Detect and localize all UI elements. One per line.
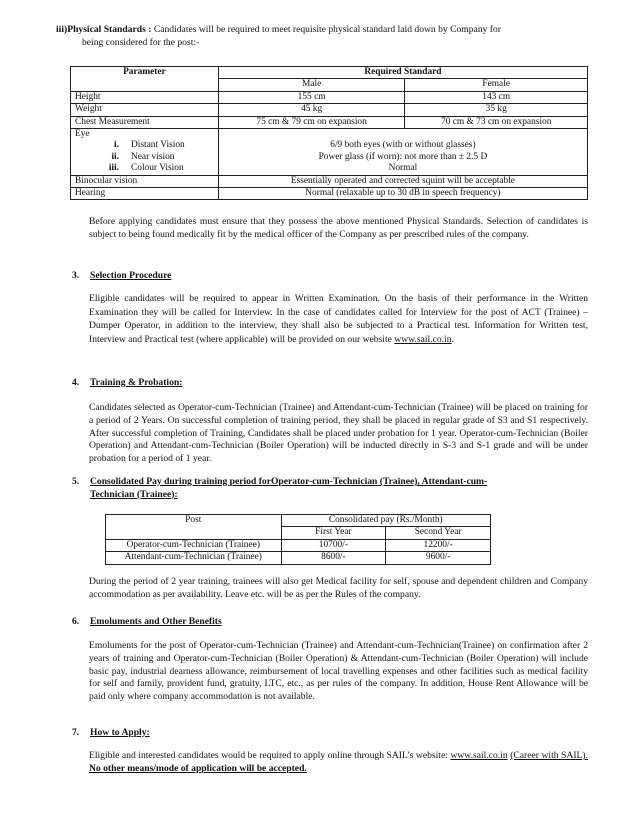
param-cell: Chest Measurement xyxy=(71,116,219,128)
header-male: Male xyxy=(218,79,405,91)
eye-value: 6/9 both eyes (with or without glasses) xyxy=(330,140,476,151)
female-cell: 143 cm xyxy=(405,91,588,103)
career-with-sail: (Career with SAIL). xyxy=(510,750,588,761)
first-year-cell: 8600/- xyxy=(281,552,386,564)
section-7-title: How to Apply: xyxy=(90,727,150,738)
header-consolidated-pay: Consolidated pay (Rs./Month) xyxy=(281,515,490,527)
header-female: Female xyxy=(405,79,588,91)
table-row xyxy=(71,116,588,128)
table-row-eye xyxy=(71,129,588,176)
table-row xyxy=(71,188,588,200)
physical-standards-text-2: being considered for the post:- xyxy=(82,36,200,48)
male-cell: 75 cm & 79 cm on expansion xyxy=(218,116,405,128)
table-row xyxy=(71,91,588,103)
section-3-heading: 3. Selection Procedure xyxy=(72,270,172,281)
section-7-body: Eligible and interested candidates would be required to apply online through SAIL’s website: www.sail.co.in (Career with SAIL). No other means/mode of application will be accepted. xyxy=(89,750,588,774)
eye-value: Power glass (if worn): not more than ± 2.5 D xyxy=(318,151,488,162)
female-cell: 35 kg xyxy=(405,104,588,116)
eye-values-cell xyxy=(218,129,587,176)
value-cell: Essentially operated and corrected squint will be acceptable xyxy=(218,175,587,187)
sail-website-link-2[interactable]: www.sail.co.in xyxy=(450,750,508,761)
physical-standards-text: Candidates will be required to meet requisite physical standard laid down by Company for xyxy=(153,24,501,35)
post-cell: Attendant-cum-Technician (Trainee) xyxy=(106,552,282,564)
section-6-body: Emoluments for the post of Operator-cum-Technician (Trainee) and Attendant-cum-Technician(Trainee) on confirmation after 2 years of training and Operator-cum-Technician (Boiler Operation) & Attendant-cum-Technician (Boiler Operation) will include basic pay, industrial dearness allowance, reimbursement of local travelling expenses and other facilities such as medical facility for self and family, provident fund, gratuity, LTC, etc., as per rules of the company. In addition, House Rent Allowance will be paid only where company accommodation is not available. xyxy=(89,640,588,702)
eye-item: iii. Colour Vision xyxy=(108,163,184,174)
application-mode-warning: No other means/mode of application will be accepted. xyxy=(89,762,307,774)
female-cell: 70 cm & 73 cm on expansion xyxy=(405,116,588,128)
param-cell: Height xyxy=(71,91,219,103)
table-row xyxy=(71,175,588,187)
section-5-heading: 5. Consolidated Pay during training period forOperator-cum-Technician (Trainee), Attendant-cum- Technician (Trainee): xyxy=(72,476,488,500)
param-cell: Binocular vision xyxy=(71,175,219,187)
param-cell: Hearing xyxy=(71,188,219,200)
table-row xyxy=(71,104,588,116)
eye-label: Eye xyxy=(75,129,90,140)
first-year-cell: 10700/- xyxy=(281,539,386,551)
table-row xyxy=(106,552,491,564)
header-first-year: First Year xyxy=(281,527,386,539)
section-6-title: Emoluments and Other Benefits xyxy=(90,616,222,627)
section-4-body: Candidates selected as Operator-cum-Technician (Trainee) and Attendant-cum-Technician (Trainee) will be placed on training for a period of 2 Years. On successful completion of training period, they shall be placed in regular grade of S3 and S1 respectively. After successful completion of Training, Candidates shall be placed under probation for 1 year. Operator-cum-Technician (Boiler Operation) and Attendant-cum-Technician (Boiler Operation) will be inducted directly in S-3 and S-1 grade and will be under probation for a period of 1 year. xyxy=(89,402,588,464)
section-5-title: Consolidated Pay during training period forOperator-cum-Technician (Trainee), Attendant-cum- xyxy=(90,476,488,487)
header-required-standard: Required Standard xyxy=(218,67,587,79)
physical-standards-table xyxy=(70,66,588,200)
section-4-title: Training & Probation: xyxy=(90,377,183,388)
section-5-title-2: Technician (Trainee): xyxy=(90,488,178,500)
post-cell: Operator-cum-Technician (Trainee) xyxy=(106,539,282,551)
header-parameter: Parameter xyxy=(71,67,219,92)
physical-standards-intro xyxy=(56,24,590,50)
physical-standards-title: Physical Standards : xyxy=(67,24,152,35)
physical-standards-number: iii) xyxy=(56,24,68,35)
sail-website-link[interactable]: www.sail.co.in xyxy=(394,333,452,345)
table-row xyxy=(106,539,491,551)
section-3-title: Selection Procedure xyxy=(90,270,172,281)
section-7-heading: 7. How to Apply: xyxy=(72,727,150,738)
header-second-year: Second Year xyxy=(386,527,491,539)
eye-value: Normal xyxy=(388,163,418,174)
eye-item: ii. Near vision xyxy=(111,151,175,162)
table-header-row xyxy=(106,515,491,527)
value-cell: Normal (relaxable up to 30 dB in speech frequency) xyxy=(218,188,587,200)
section-5-note: During the period of 2 year training, trainees will also get Medical facility for self, spouse and dependent children and Company accommodation as per availability. Leave etc. will be as per the Rules of the company. xyxy=(89,576,588,600)
section-6-heading: 6. Emoluments and Other Benefits xyxy=(72,616,222,627)
section-4-heading: 4. Training & Probation: xyxy=(72,377,183,388)
male-cell: 45 kg xyxy=(218,104,405,116)
consolidated-pay-table xyxy=(105,514,491,565)
header-post: Post xyxy=(106,515,282,540)
second-year-cell: 12200/- xyxy=(386,539,491,551)
male-cell: 155 cm xyxy=(218,91,405,103)
param-cell: Weight xyxy=(71,104,219,116)
table-header-row xyxy=(71,67,588,79)
eye-item: i. Distant Vision xyxy=(114,140,185,151)
second-year-cell: 9600/- xyxy=(386,552,491,564)
eye-param-cell xyxy=(71,129,219,176)
physical-standards-note: Before applying candidates must ensure that they possess the above mentioned Physical Standards. Selection of candidates is subject to being found medically fit by the medical officer of the Company as per prescribed rules of the company. xyxy=(89,216,588,240)
section-3-body: Eligible candidates will be required to appear in Written Examination. On the basis of their performance in the Written Examination they will be called for Interview. In the case of candidates called for Interview for the post of ACT (Trainee) – Dumper Operator, in addition to the interview, they shall also be subjected to a Practical test. Information for Written test, Interview and Practical test (where applicable) will be provided on our website www.sail.co.in. xyxy=(89,293,588,345)
